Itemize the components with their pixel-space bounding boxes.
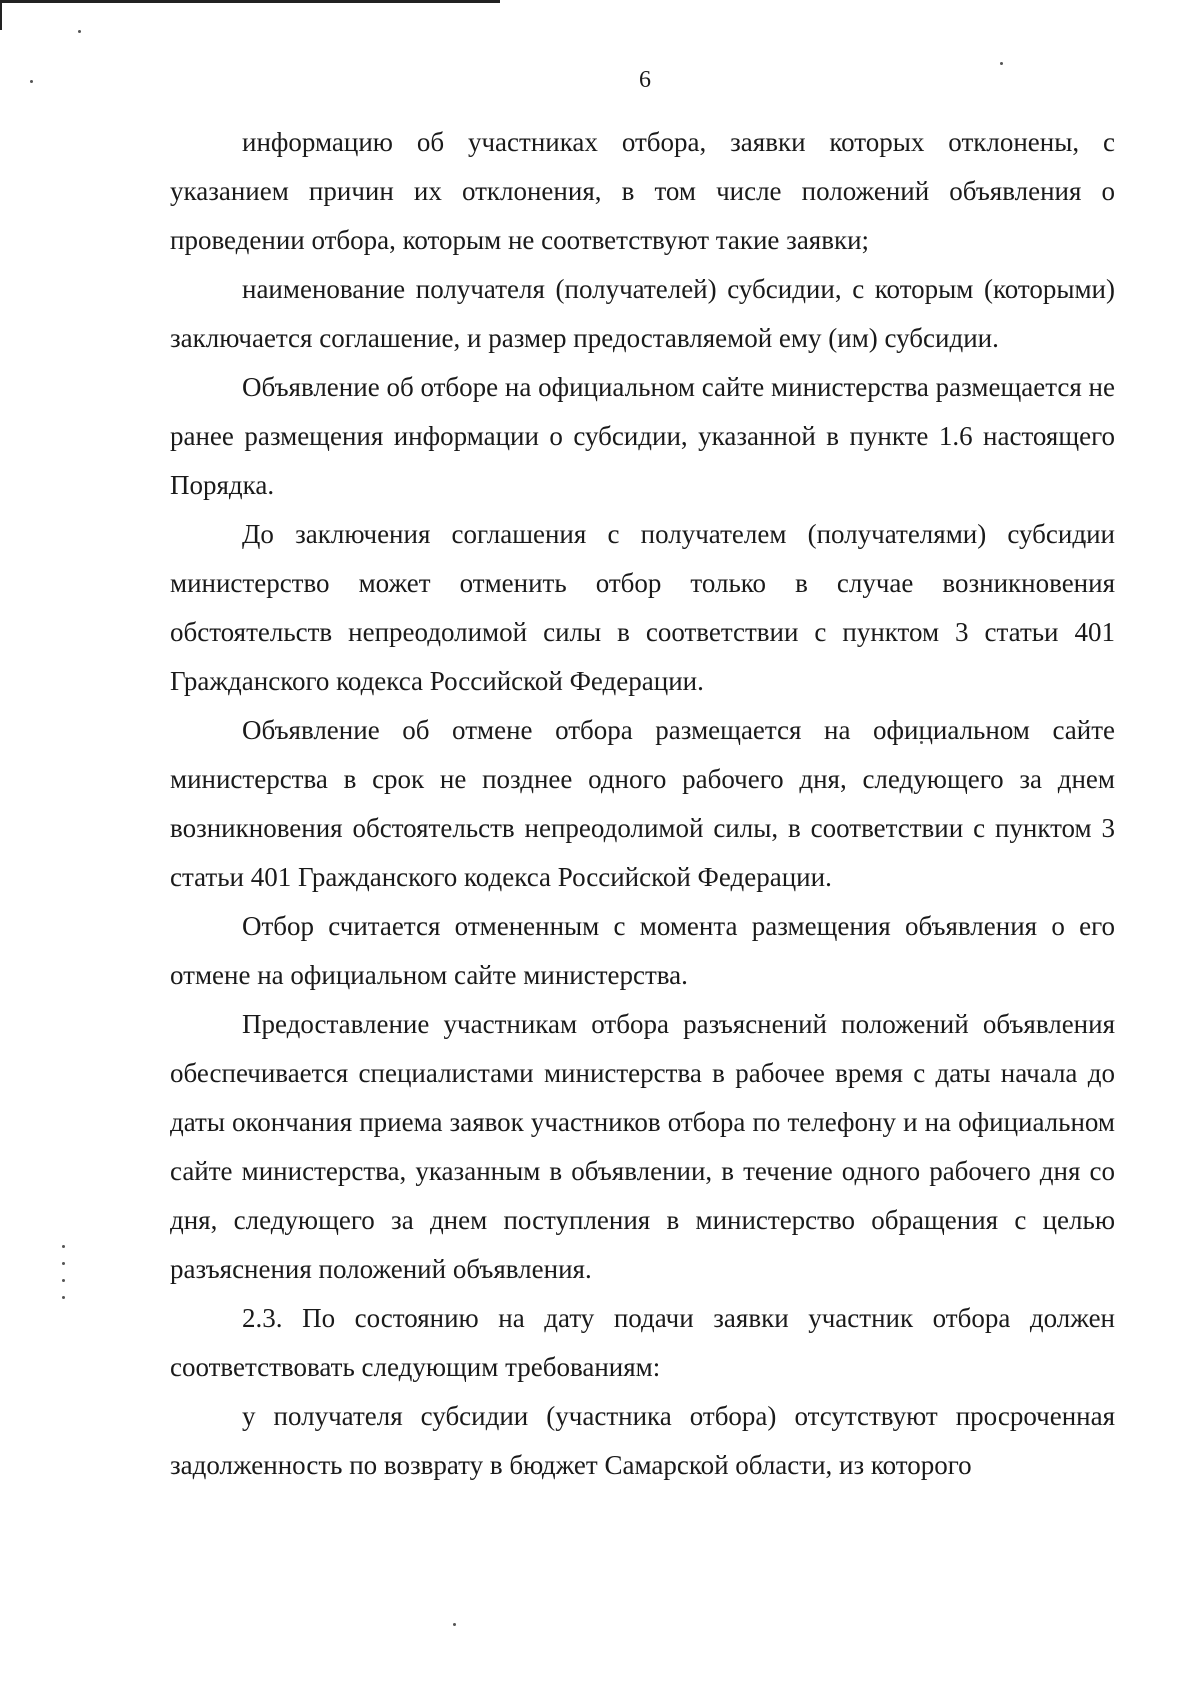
paragraph: Отбор считается отмененным с момента размещения объявления о его отмене на официальном сайте министерства. bbox=[170, 911, 1115, 990]
paragraph: Предоставление участникам отбора разъяснений положений объявления обеспечивается специалистами министерства в рабочее время с даты начала до даты окончания приема заявок участников отбора по телефону и на официальном сайте министерства, указанным в объявлении, в течение одного рабочего дня со дня, следующего за днем поступления в министерство обращения с целью разъяснения положений объявления. bbox=[170, 1009, 1115, 1284]
paragraph: До заключения соглашения с получателем (получателями) субсидии министерство может отменить отбор только в случае возникновения обстоятельств непреодолимой силы в соответствии с пунктом 3 статьи 401 Гражданского кодекса Российской Федерации. bbox=[170, 519, 1115, 696]
scan-edge-top bbox=[0, 0, 500, 3]
paragraph: Объявление об отборе на официальном сайте министерства размещается не ранее размещения информации о субсидии, указанной в пункте 1.6 настоящего Порядка. bbox=[170, 372, 1115, 500]
scan-speck bbox=[62, 1245, 65, 1248]
paragraph: у получателя субсидии (участника отбора) отсутствуют просроченная задолженность по возврату в бюджет Самарской области, из которого bbox=[170, 1401, 1115, 1480]
page-number: 6 bbox=[639, 67, 651, 93]
scan-speck bbox=[62, 1262, 65, 1265]
scan-speck bbox=[78, 30, 81, 33]
scan-edge-left bbox=[0, 0, 2, 30]
scan-speck bbox=[1000, 62, 1003, 65]
paragraph: Объявление об отмене отбора размещается на официальном сайте министерства в срок не позднее одного рабочего дня, следующего за днем возникновения обстоятельств непреодолимой силы, в соответствии с пунктом 3 статьи 401 Гражданского кодекса Российской Федерации. bbox=[170, 715, 1115, 892]
scan-speck bbox=[62, 1279, 65, 1282]
scan-speck bbox=[62, 1296, 65, 1299]
paragraph: 2.3. По состоянию на дату подачи заявки участник отбора должен соответствовать следующим требованиям: bbox=[170, 1303, 1115, 1382]
paragraph: информацию об участниках отбора, заявки которых отклонены, с указанием причин их отклонения, в том числе положений объявления о проведении отбора, которым не соответствуют такие заявки; bbox=[170, 127, 1115, 255]
document-body bbox=[170, 118, 1115, 1490]
scan-speck bbox=[453, 1623, 456, 1626]
paragraph: наименование получателя (получателей) субсидии, с которым (которыми) заключается соглашение, и размер предоставляемой ему (им) субсидии. bbox=[170, 274, 1115, 353]
